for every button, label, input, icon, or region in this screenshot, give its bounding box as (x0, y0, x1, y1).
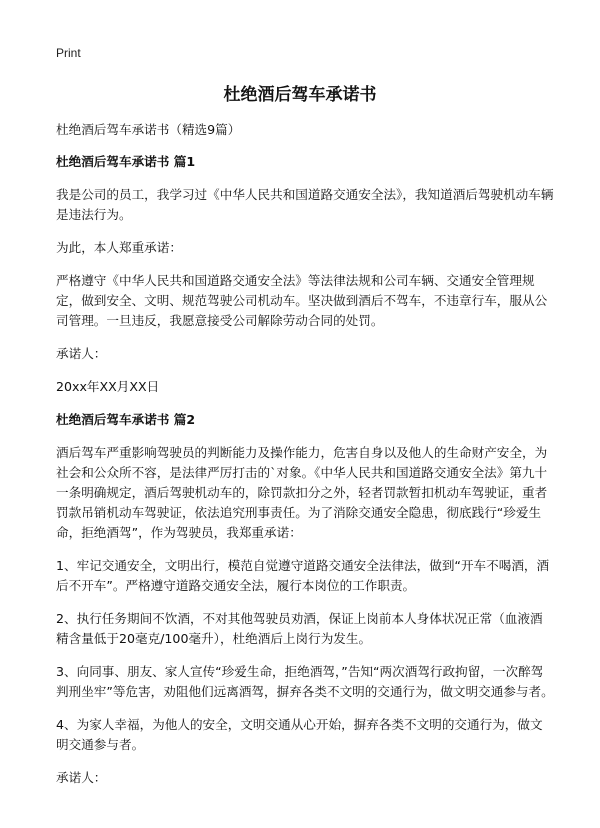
paragraph: 2、执行任务期间不饮酒，不对其他驾驶员劝酒，保证上岗前本人身体状况正常（血液酒精含量低于20毫克/100毫升），杜绝酒后上岗行为发生。 (56, 611, 543, 646)
section-1 (56, 152, 554, 397)
document-body (56, 120, 554, 801)
date-line: 20xx年XX月XX日 (56, 379, 160, 394)
document-title: 杜绝酒后驾车承诺书 (223, 85, 377, 105)
section-heading: 杜绝酒后驾车承诺书 篇1 (56, 154, 196, 169)
signature-label: 承诺人： (56, 346, 107, 361)
paragraph: 1、牢记交通安全，文明出行，模范自觉遵守道路交通安全法律法，做到“开车不喝酒，酒后不开车”。严格遵守道路交通安全法，履行本岗位的工作职责。 (56, 558, 550, 593)
section-2 (56, 410, 554, 788)
signature-label: 承诺人： (56, 770, 107, 785)
section-heading: 杜绝酒后驾车承诺书 篇2 (56, 412, 196, 427)
paragraph: 我是公司的员工，我学习过《中华人民共和国道路交通安全法》，我知道酒后驾驶机动车辆是违法行为。 (56, 187, 554, 222)
paragraph: 3、向同事、朋友、家人宣传“珍爱生命，拒绝酒驾，”告知“两次酒驾行政拘留，一次醉驾判刑坐牢”等危害，劝阻他们远离酒驾，摒弃各类不文明的交通行为，做文明交通参与者。 (56, 664, 554, 699)
paragraph: 为此，本人郑重承诺： (56, 240, 182, 255)
paragraph: 酒后驾车严重影响驾驶员的判断能力及操作能力，危害自身以及他人的生命财产安全，为社会和公众所不容，是法律严厉打击的`对象。《中华人民共和国道路交通安全法》第九十一条明确规定，酒后驾驶机动车的，除罚款扣分之外，轻者罚款暂扣机动车驾驶证，重者罚款吊销机动车驾驶证，依法追究刑事责任。为了消除交通安全隐患，彻底践行“珍爱生命，拒绝酒驾”，作为驾驶员，我郑重承诺： (56, 445, 548, 540)
paragraph: 4、为家人幸福，为他人的安全，文明交通从心开始，摒弃各类不文明的交通行为，做文明交通参与者。 (56, 717, 543, 752)
paragraph: 严格遵守《中华人民共和国道路交通安全法》等法律法规和公司车辆、交通安全管理规定，做到安全、文明、规范驾驶公司机动车。坚决做到酒后不驾车，不违章行车，服从公司管理。一旦违反，我愿意接受公司解除劳动合同的处罚。 (56, 273, 548, 328)
document-subtitle: 杜绝酒后驾车承诺书（精选9篇） (56, 122, 241, 137)
print-link[interactable]: Print (56, 46, 81, 60)
